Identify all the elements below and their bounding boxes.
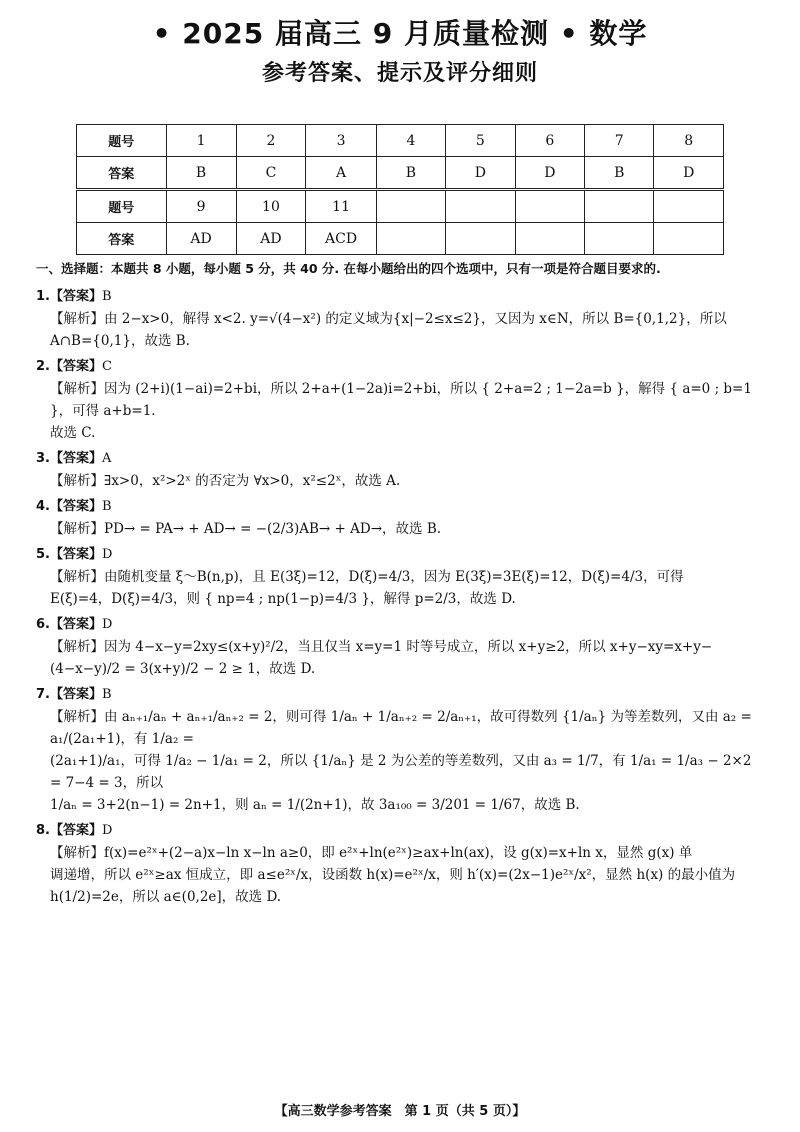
table-cell: 6	[515, 125, 584, 157]
explanation-line: 故选 C.	[50, 425, 96, 441]
answer-line: 1.【答案】B	[36, 289, 112, 304]
question-number: 8.	[36, 823, 50, 838]
explanation-line: 1/aₙ = 3+2(n−1) = 2n+1，则 aₙ = 1/(2n+1)，故 3a₁₀₀ = 3/201 = 1/67，故选 B.	[50, 797, 580, 813]
question-number: 4.	[36, 499, 50, 514]
table-cell: 4	[376, 125, 445, 157]
answer-line: 3.【答案】A	[36, 451, 112, 466]
question-number: 3.	[36, 451, 50, 466]
doc-title: • 2025 届高三 9 月质量检测 • 数学	[152, 17, 648, 50]
doc-subtitle: 参考答案、提示及评分细则	[261, 61, 538, 86]
table-cell	[446, 223, 515, 255]
question-block	[36, 356, 766, 444]
row-label: 题号	[77, 125, 167, 157]
table-cell: 8	[654, 125, 724, 157]
table-cell	[376, 190, 445, 223]
answer-line: 5.【答案】D	[36, 547, 113, 562]
question-number: 7.	[36, 687, 50, 702]
answer-table-row	[77, 190, 724, 223]
table-cell: B	[585, 157, 654, 190]
table-cell	[654, 190, 724, 223]
answer-line: 6.【答案】D	[36, 617, 113, 632]
table-cell: 2	[236, 125, 306, 157]
answer-line: 7.【答案】B	[36, 687, 112, 702]
explanation-line: 【解析】PD→ = PA→ + AD→ = −(2/3)AB→ + AD→，故选 B.	[50, 521, 442, 537]
explanation-line: 【解析】f(x)=e²ˣ+(2−a)x−ln x−ln a≥0，即 e²ˣ+ln(e²ˣ)≥ax+ln(ax)，设 g(x)=x+ln x，显然 g(x) 单	[50, 845, 693, 861]
solutions-body	[36, 258, 766, 908]
table-cell: A	[306, 157, 376, 190]
answer-table-row	[77, 223, 724, 255]
answer-value: B	[102, 289, 112, 304]
row-label: 题号	[77, 190, 167, 223]
question-block	[36, 684, 766, 816]
table-cell: AD	[166, 223, 236, 255]
table-cell: D	[654, 157, 724, 190]
explanation-line: 【解析】由 2−x>0，解得 x<2. y=√(4−x²) 的定义域为{x|−2≤x≤2}，又因为 x∈N，所以 B={0,1,2}，所以	[50, 311, 727, 327]
table-cell: 9	[166, 190, 236, 223]
answer-line: 4.【答案】B	[36, 499, 112, 514]
question-number: 1.	[36, 289, 50, 304]
explanation-line: 调递增，所以 e²ˣ≥ax 恒成立，即 a≤e²ˣ/x，设函数 h(x)=e²ˣ/x，则 h′(x)=(2x−1)e²ˣ/x²，显然 h(x) 的最小值为	[50, 867, 736, 883]
table-cell: 3	[306, 125, 376, 157]
answer-value: B	[102, 687, 112, 702]
table-cell	[515, 190, 584, 223]
table-cell: 1	[166, 125, 236, 157]
table-cell: 7	[585, 125, 654, 157]
answer-line: 8.【答案】D	[36, 823, 113, 838]
explanation-line: 【解析】因为 4−x−y=2xy≤(x+y)²/2，当且仅当 x=y=1 时等号成立，所以 x+y≥2，所以 x+y−xy=x+y−	[50, 639, 713, 655]
answer-value: D	[102, 617, 113, 632]
answer-value: D	[102, 823, 113, 838]
explanation-line: (2a₁+1)/a₁，可得 1/a₂ − 1/a₁ = 2，所以 {1/aₙ} 是 2 为公差的等差数列，又由 a₃ = 1/7，有 1/a₁ = 1/a₃ − 2×2 = 7−4 = 3，所以	[50, 753, 752, 791]
row-label: 答案	[77, 223, 167, 255]
table-cell: C	[236, 157, 306, 190]
question-number: 6.	[36, 617, 50, 632]
table-cell: B	[376, 157, 445, 190]
answer-value: B	[102, 499, 112, 514]
explanation-line: (4−x−y)/2 = 3(x+y)/2 − 2 ≥ 1，故选 D.	[50, 661, 316, 677]
explanation-line: 【解析】∃x>0，x²>2ˣ 的否定为 ∀x>0，x²≤2ˣ，故选 A.	[50, 473, 401, 489]
answer-table-row	[77, 157, 724, 190]
answer-value: A	[102, 451, 112, 466]
explanation-line: A∩B={0,1}，故选 B.	[50, 333, 190, 349]
table-cell	[446, 190, 515, 223]
table-cell: ACD	[306, 223, 376, 255]
question-block	[36, 614, 766, 680]
explanation-line: 【解析】因为 (2+i)(1−ai)=2+bi，所以 2+a+(1−2a)i=2+bi，所以 { 2+a=2 ; 1−2a=b }，解得 { a=0 ; b=1 }，可得 a+b=1.	[50, 381, 752, 419]
explanation-line: h(1/2)=2e，所以 a∈(0,2e]，故选 D.	[50, 889, 282, 905]
table-cell	[376, 223, 445, 255]
question-block	[36, 820, 766, 908]
table-cell: AD	[236, 223, 306, 255]
explanation-line: E(ξ)=4，D(ξ)=4/3，则 { np=4 ; np(1−p)=4/3 }，解得 p=2/3，故选 D.	[50, 591, 516, 607]
table-cell: D	[446, 157, 515, 190]
answer-table	[76, 124, 724, 255]
table-cell	[585, 223, 654, 255]
question-block	[36, 544, 766, 610]
table-cell: 11	[306, 190, 376, 223]
page-footer: 【高三数学参考答案 第 1 页（共 5 页）】	[274, 1104, 526, 1119]
question-number: 5.	[36, 547, 50, 562]
question-number: 2.	[36, 359, 50, 374]
table-cell	[654, 223, 724, 255]
question-block	[36, 286, 766, 352]
table-cell: 10	[236, 190, 306, 223]
row-label: 答案	[77, 157, 167, 190]
question-block	[36, 496, 766, 540]
answer-table-row	[77, 125, 724, 157]
table-cell	[585, 190, 654, 223]
section-heading: 一、选择题：本题共 8 小题，每小题 5 分，共 40 分. 在每小题给出的四个选项中，只有一项是符合题目要求的.	[36, 261, 661, 276]
table-cell: D	[515, 157, 584, 190]
explanation-line: 【解析】由随机变量 ξ～B(n,p)，且 E(3ξ)=12，D(ξ)=4/3，因为 E(3ξ)=3E(ξ)=12，D(ξ)=4/3，可得	[50, 569, 684, 585]
table-cell: 5	[446, 125, 515, 157]
table-cell	[515, 223, 584, 255]
explanation-line: 【解析】由 aₙ₊₁/aₙ + aₙ₊₁/aₙ₊₂ = 2，则可得 1/aₙ + 1/aₙ₊₂ = 2/aₙ₊₁，故可得数列 {1/aₙ} 为等差数列，又由 a₂ = a₁/(2a₁+1)，有 1/a₂ =	[50, 709, 752, 747]
answer-value: D	[102, 547, 113, 562]
answer-value: C	[102, 359, 112, 374]
answer-line: 2.【答案】C	[36, 359, 112, 374]
question-block	[36, 448, 766, 492]
table-cell: B	[166, 157, 236, 190]
